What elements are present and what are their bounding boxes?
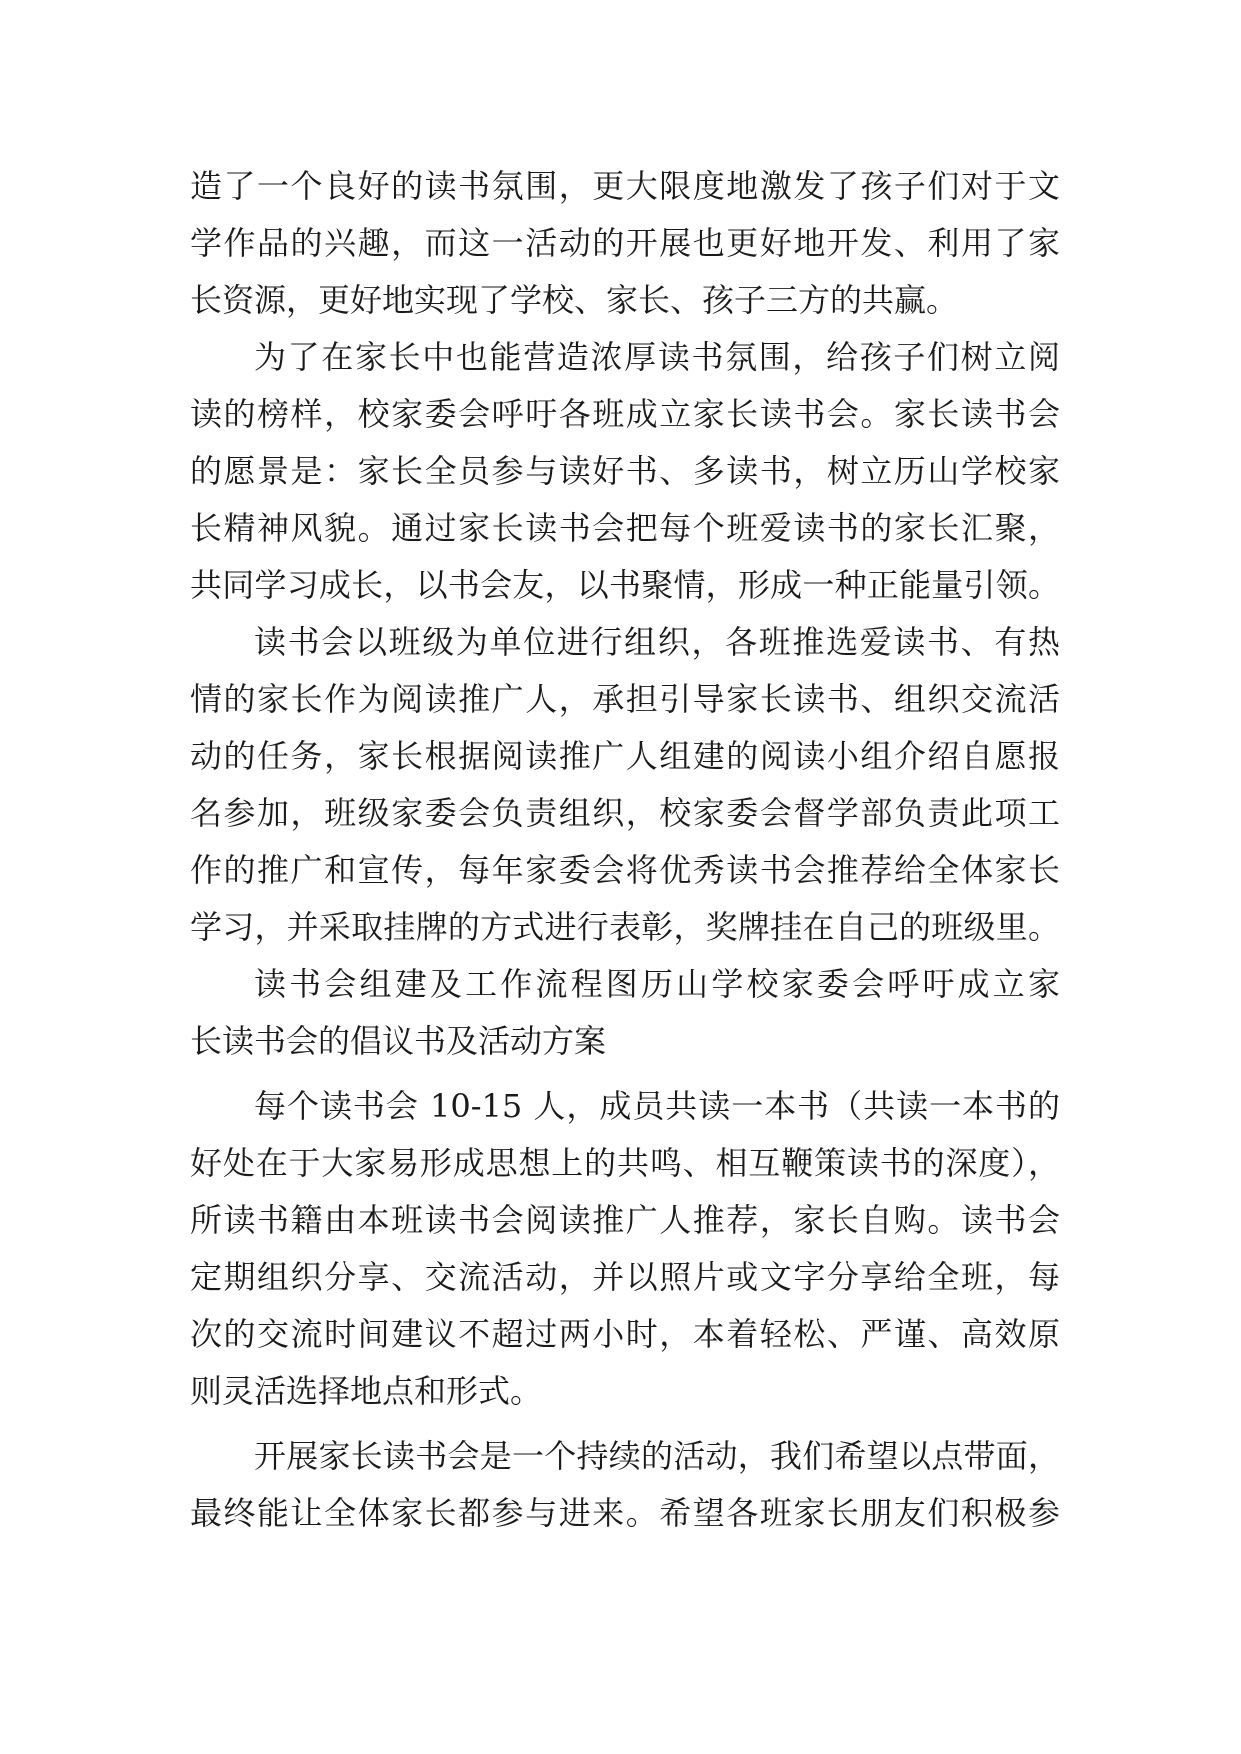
paragraph-4 [190,956,1060,1070]
text-line: 读书会组建及工作流程图历山学校家委会呼吁成立家 [254,965,1060,1003]
text-line: 读书会以班级为单位进行组织，各班推选爱读书、有热 [254,623,1060,661]
text-line: 学习，并采取挂牌的方式进行表彰，奖牌挂在自己的班级里。 [190,908,1060,946]
paragraph-5 [190,1078,1060,1420]
text-line: 定期组织分享、交流活动，并以照片或文字分享给全班，每 [190,1258,1060,1296]
text-line: 所读书籍由本班读书会阅读推广人推荐，家长自购。读书会 [190,1201,1060,1239]
paragraph-6 [190,1428,1060,1542]
text-line: 长精神风貌。通过家长读书会把每个班爱读书的家长汇聚， [190,509,1060,547]
text-line: 为了在家长中也能营造浓厚读书氛围，给孩子们树立阅 [254,338,1060,376]
text-line: 共同学习成长，以书会友，以书聚情，形成一种正能量引领。 [190,566,1060,604]
text-line: 最终能让全体家长都参与进来。希望各班家长朋友们积极参 [190,1494,1060,1532]
text-line: 情的家长作为阅读推广人，承担引导家长读书、组织交流活 [190,680,1060,718]
text-line: 长读书会的倡议书及活动方案 [190,1022,607,1060]
paragraph-gap [190,1070,1060,1078]
paragraph-gap [190,1420,1060,1428]
text-line: 则灵活选择地点和形式。 [190,1372,543,1410]
text-line: 作的推广和宣传，每年家委会将优秀读书会推荐给全体家长 [190,851,1060,889]
paragraph-1 [190,158,1060,329]
text-line: 次的交流时间建议不超过两小时，本着轻松、严谨、高效原 [190,1315,1060,1353]
text-line: 好处在于大家易形成思想上的共鸣、相互鞭策读书的深度）， [190,1144,1060,1182]
paragraph-2 [190,329,1060,614]
text-line: 动的任务，家长根据阅读推广人组建的阅读小组介绍自愿报 [190,737,1060,775]
text-line: 的愿景是：家长全员参与读好书、多读书，树立历山学校家 [190,452,1060,490]
text-line: 造了一个良好的读书氛围，更大限度地激发了孩子们对于文 [190,167,1060,205]
text-line: 开展家长读书会是一个持续的活动，我们希望以点带面， [254,1437,1060,1475]
text-line: 长资源，更好地实现了学校、家长、孩子三方的共赢。 [190,281,959,319]
paragraph-3 [190,614,1060,956]
text-line: 学作品的兴趣，而这一活动的开展也更好地开发、利用了家 [190,224,1060,262]
text-line: 读的榜样，校家委会呼吁各班成立家长读书会。家长读书会 [190,395,1060,433]
text-line: 每个读书会 10-15 人，成员共读一本书（共读一本书的 [254,1087,1060,1125]
text-line: 名参加，班级家委会负责组织，校家委会督学部负责此项工 [190,794,1060,832]
document-body [190,158,1060,1542]
